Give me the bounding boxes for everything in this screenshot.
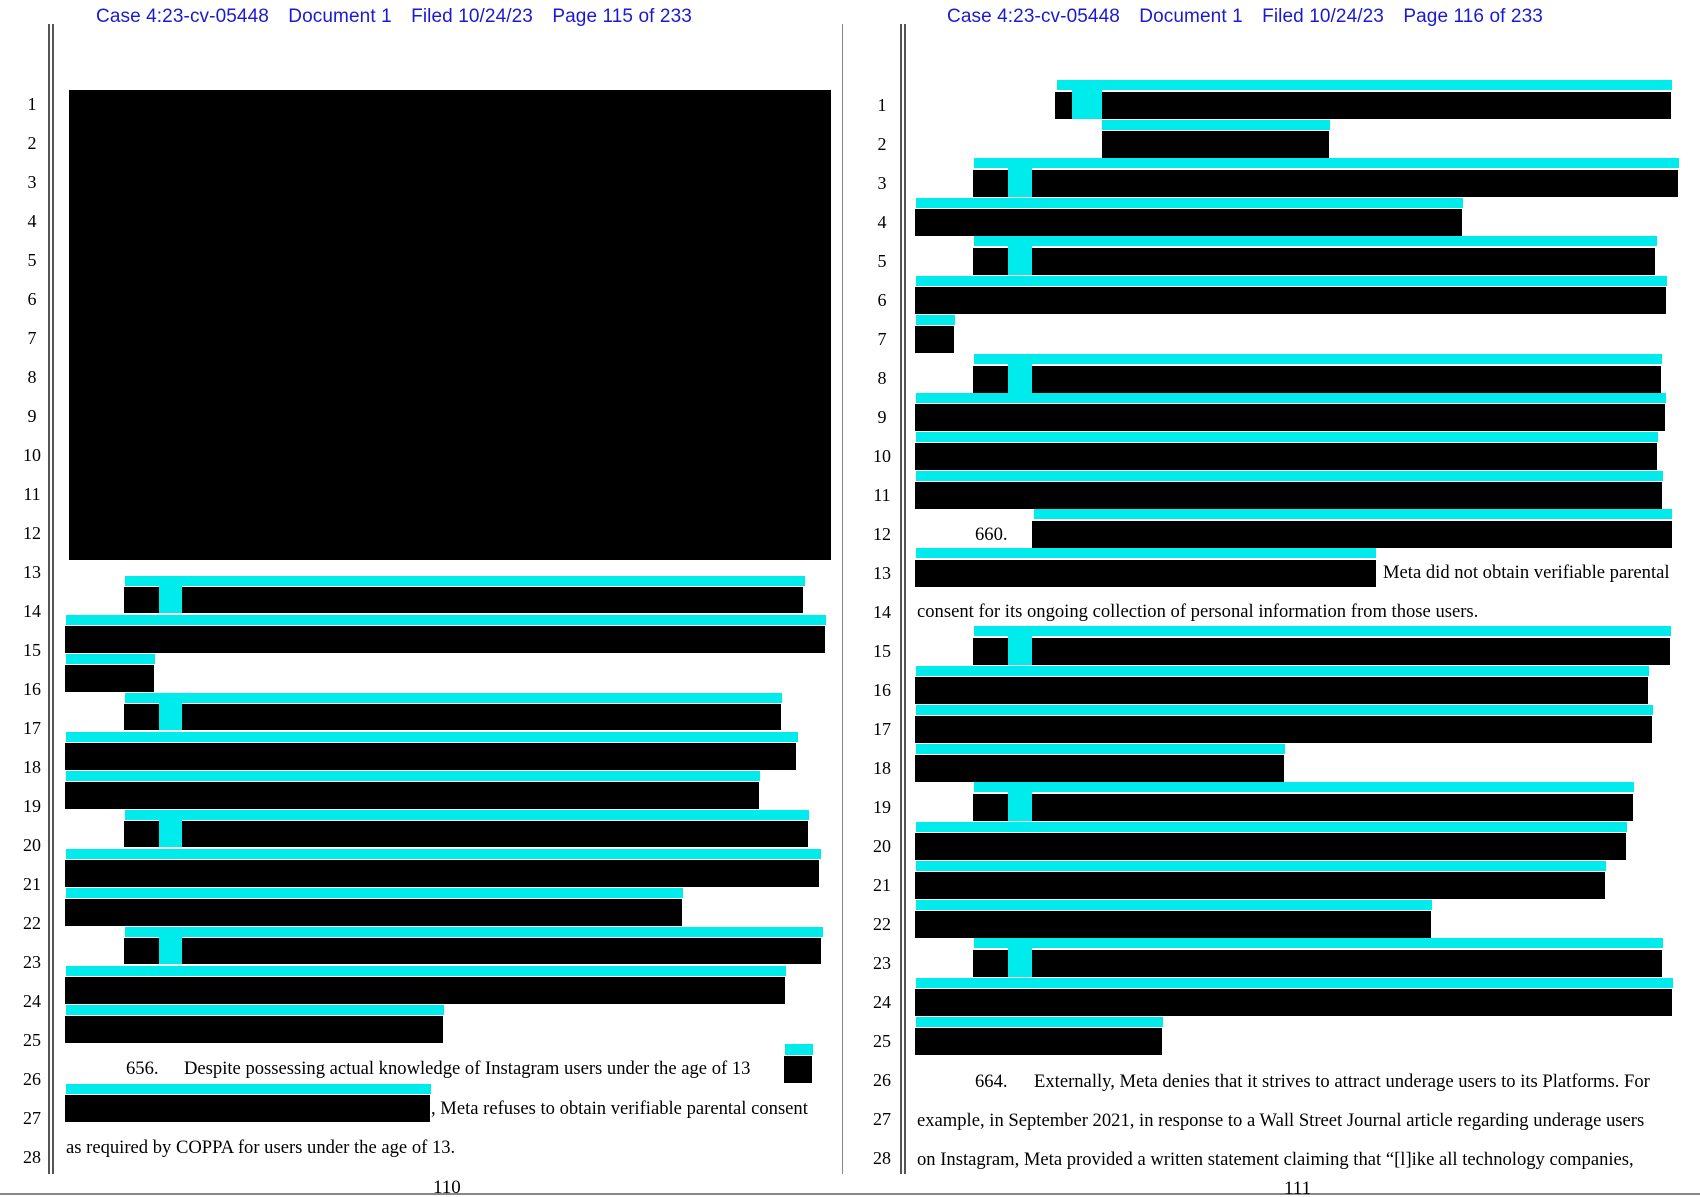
line-number: 24 (873, 992, 891, 1012)
redaction-bar (65, 665, 154, 692)
line-number: 6 (877, 290, 887, 310)
header-document: Document 1 (288, 6, 392, 27)
redaction-bar (973, 638, 1008, 665)
line-number: 28 (873, 1148, 891, 1168)
redaction-bar (973, 794, 1008, 821)
redaction-highlight (66, 1005, 444, 1015)
header-filed: Filed 10/24/23 (411, 6, 533, 27)
redaction-highlight (66, 849, 821, 859)
line-number: 9 (877, 407, 887, 427)
line-number: 12 (873, 524, 891, 544)
line-number: 5 (27, 250, 37, 270)
page-header (96, 6, 706, 28)
line-number: 11 (23, 484, 41, 504)
redaction-bar (124, 938, 159, 964)
redaction-highlight (1102, 120, 1330, 130)
redaction-highlight (1008, 948, 1032, 977)
redaction-bar (182, 587, 803, 613)
line-number: 23 (873, 953, 891, 973)
line-number: 26 (873, 1070, 891, 1090)
redaction-bar (915, 677, 1648, 704)
redaction-bar (973, 950, 1008, 977)
line-number: 17 (873, 719, 891, 739)
redaction-highlight (159, 703, 182, 730)
redaction-highlight (66, 888, 683, 898)
line-number: 25 (873, 1031, 891, 1051)
line-number: 22 (23, 913, 41, 933)
redaction-bar (1102, 92, 1671, 119)
redaction-highlight (1057, 80, 1672, 90)
redaction-highlight (1072, 90, 1102, 119)
redaction-bar (1032, 950, 1662, 977)
paragraph-text: Despite possessing actual knowledge of Instagram users under the age of 13 (184, 1058, 751, 1079)
redaction-bar (915, 911, 1431, 938)
line-number: 10 (873, 446, 891, 466)
redaction-highlight (159, 937, 182, 964)
paragraph-text: as required by COPPA for users under the age of 13. (66, 1137, 456, 1158)
page-number: 110 (433, 1177, 461, 1197)
redaction-highlight (125, 810, 809, 820)
redaction-highlight (125, 927, 823, 937)
line-number: 20 (873, 836, 891, 856)
redaction-bar (65, 743, 796, 770)
redaction-highlight (1008, 364, 1032, 393)
redaction-highlight (916, 666, 1649, 676)
redaction-highlight (66, 966, 786, 976)
redaction-highlight (1008, 168, 1032, 197)
line-number: 12 (23, 523, 41, 543)
redaction-highlight (159, 820, 182, 847)
redaction-bar (915, 560, 1376, 587)
line-number: 13 (873, 563, 891, 583)
redaction-bar (1032, 638, 1670, 665)
redacted-image (69, 90, 831, 560)
line-number: 14 (873, 602, 891, 622)
line-number: 6 (27, 289, 37, 309)
line-number: 4 (27, 211, 37, 231)
redaction-bar (973, 170, 1008, 197)
line-number: 27 (23, 1108, 41, 1128)
redaction-highlight (916, 432, 1658, 442)
redaction-highlight (66, 1084, 431, 1094)
line-number: 8 (877, 368, 887, 388)
line-number: 2 (27, 133, 37, 153)
page-bottom-border (850, 1193, 1700, 1195)
line-number: 19 (873, 797, 891, 817)
paragraph-text: example, in September 2021, in response to a Wall Street Journal article regarding underage users (917, 1110, 1645, 1131)
redaction-bar (915, 989, 1672, 1016)
redaction-bar (915, 833, 1626, 860)
document-page-116 (850, 0, 1700, 1197)
header-page: Page 115 of 233 (552, 6, 692, 27)
header-case: Case 4:23-cv-05448 (947, 6, 1120, 27)
line-number: 2 (877, 134, 887, 154)
page-number: 111 (1284, 1178, 1312, 1197)
right-margin-rule (842, 24, 843, 1174)
line-number: 21 (23, 874, 41, 894)
redaction-highlight (916, 471, 1663, 481)
line-number: 8 (27, 367, 37, 387)
line-number: 26 (23, 1069, 41, 1089)
redaction-bar (915, 326, 954, 353)
redaction-bar (1032, 521, 1672, 548)
paragraph-text: consent for its ongoing collection of personal information from those users. (917, 601, 1479, 622)
redaction-bar (915, 1028, 1162, 1055)
redaction-bar (915, 404, 1665, 431)
redaction-highlight (916, 548, 1376, 558)
redaction-highlight (916, 861, 1606, 871)
line-number: 7 (27, 328, 37, 348)
redaction-bar (1102, 131, 1329, 158)
line-number: 27 (873, 1109, 891, 1129)
line-number: 1 (27, 94, 37, 114)
redaction-highlight (974, 236, 1657, 246)
header-case: Case 4:23-cv-05448 (96, 6, 269, 27)
redaction-highlight (916, 276, 1667, 286)
redaction-bar (915, 872, 1605, 899)
redaction-highlight (1008, 246, 1032, 275)
paragraph-text: Externally, Meta denies that it strives to attract underage users to its Platforms. For (1034, 1071, 1650, 1092)
line-number: 23 (23, 952, 41, 972)
redaction-bar (973, 248, 1008, 275)
redaction-highlight (974, 782, 1634, 792)
line-number: 11 (873, 485, 891, 505)
redaction-highlight (125, 693, 782, 703)
paragraph-text: , Meta refuses to obtain verifiable parental consent (431, 1098, 808, 1119)
redaction-bar (915, 443, 1657, 470)
redaction-highlight (916, 822, 1627, 832)
redaction-highlight (916, 900, 1432, 910)
redaction-bar (915, 209, 1462, 236)
page-bottom-border (0, 1193, 850, 1195)
redaction-bar (65, 860, 819, 887)
redaction-highlight (916, 978, 1673, 988)
redaction-bar (124, 587, 159, 613)
redaction-bar (973, 366, 1008, 393)
redaction-bar (65, 899, 682, 926)
line-number: 3 (27, 172, 37, 192)
margin-rule (52, 24, 54, 1174)
redaction-bar (182, 821, 808, 847)
line-number: 21 (873, 875, 891, 895)
redaction-bar (65, 1016, 443, 1043)
redaction-highlight (66, 732, 798, 742)
line-number: 5 (877, 251, 887, 271)
line-number: 20 (23, 835, 41, 855)
line-number: 16 (873, 680, 891, 700)
line-number: 18 (23, 757, 41, 777)
redaction-bar (124, 704, 159, 730)
redaction-bar (1055, 92, 1072, 119)
redaction-highlight (66, 615, 826, 625)
redaction-bar (182, 938, 821, 964)
redaction-bar (1032, 366, 1661, 393)
redaction-bar (65, 626, 825, 653)
redaction-bar (65, 782, 759, 809)
line-number: 15 (873, 641, 891, 661)
redaction-highlight (159, 586, 182, 613)
line-number: 10 (23, 445, 41, 465)
line-number: 24 (23, 991, 41, 1011)
line-number: 7 (877, 329, 887, 349)
header-filed: Filed 10/24/23 (1262, 6, 1384, 27)
redaction-highlight (974, 354, 1662, 364)
line-number: 13 (23, 562, 41, 582)
line-number: 22 (873, 914, 891, 934)
redaction-bar (65, 977, 785, 1004)
redaction-highlight (916, 744, 1285, 754)
redaction-highlight (916, 1017, 1163, 1027)
line-number: 16 (23, 679, 41, 699)
redaction-bar (65, 1095, 430, 1122)
redaction-highlight (1034, 509, 1672, 519)
redaction-highlight (1008, 636, 1032, 665)
line-number: 4 (877, 212, 887, 232)
paragraph-number: 660. (975, 524, 1008, 545)
line-number: 25 (23, 1030, 41, 1050)
line-number: 15 (23, 640, 41, 660)
paragraph-text: Meta did not obtain verifiable parental (1383, 562, 1670, 583)
page-header (947, 6, 1557, 28)
line-number: 1 (877, 95, 887, 115)
redaction-bar (915, 482, 1662, 509)
paragraph-number: 664. (975, 1071, 1008, 1092)
redaction-bar (915, 716, 1652, 743)
paragraph-text: on Instagram, Meta provided a written statement claiming that “[l]ike all technology companies, (917, 1149, 1634, 1170)
line-number: 19 (23, 796, 41, 816)
redaction-highlight (66, 771, 760, 781)
redaction-bar (784, 1056, 812, 1083)
redaction-highlight (916, 315, 955, 325)
redaction-highlight (916, 198, 1463, 208)
line-number: 14 (23, 601, 41, 621)
redaction-bar (1032, 794, 1633, 821)
redaction-highlight (66, 654, 155, 664)
redaction-highlight (916, 393, 1666, 403)
line-number: 28 (23, 1147, 41, 1167)
line-number: 9 (27, 406, 37, 426)
redaction-bar (1032, 170, 1678, 197)
header-page: Page 116 of 233 (1403, 6, 1543, 27)
line-number: 18 (873, 758, 891, 778)
line-number: 17 (23, 718, 41, 738)
redaction-bar (182, 704, 781, 730)
header-document: Document 1 (1139, 6, 1243, 27)
redaction-highlight (1008, 792, 1032, 821)
redaction-highlight (916, 705, 1653, 715)
paragraph-number: 656. (126, 1058, 159, 1079)
redaction-highlight (974, 938, 1663, 948)
redaction-highlight (974, 158, 1679, 168)
redaction-bar (915, 755, 1284, 782)
redaction-bar (915, 287, 1666, 314)
line-number: 3 (877, 173, 887, 193)
redaction-highlight (785, 1044, 813, 1055)
redaction-highlight (125, 576, 805, 586)
redaction-highlight (974, 626, 1671, 636)
redaction-bar (1032, 248, 1655, 275)
margin-rule (904, 24, 906, 1174)
redaction-bar (124, 821, 159, 847)
